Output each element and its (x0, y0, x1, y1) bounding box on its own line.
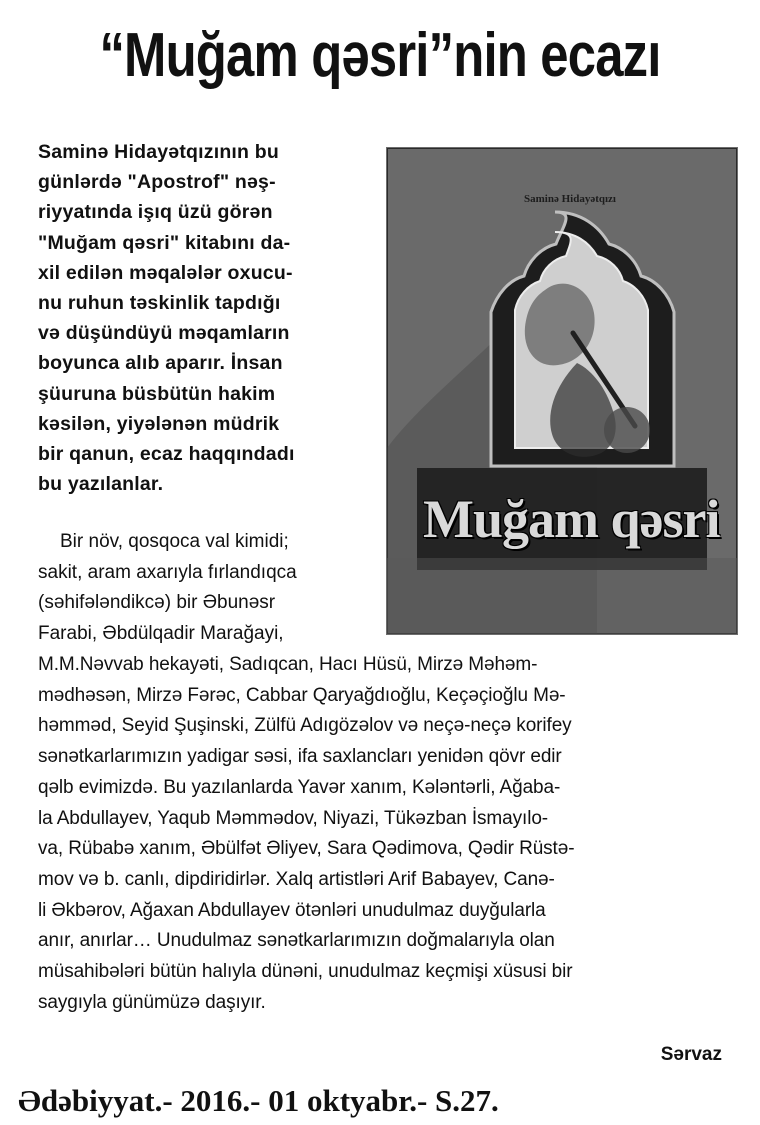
body-line: mov və b. canlı, dipdiridirlər. Xalq artistləri Arif Babayev, Canə- (38, 868, 555, 890)
intro-line: bu yazılanlar. (38, 473, 164, 496)
cover-author-name: Saminə Hidayətqızı (524, 193, 616, 205)
body-line: qəlb evimizdə. Bu yazılanlarda Yavər xanım, Kələntərli, Ağaba- (38, 776, 561, 798)
intro-line: riyyatında işıq üzü görən (38, 201, 273, 224)
intro-line: boyunca alıb aparır. İnsan (38, 352, 283, 375)
body-line: sənətkarlarımızın yadigar səsi, ifa saxlancları yenidən qövr edir (38, 746, 562, 768)
intro-line: nu ruhun təskinlik tapdığı (38, 292, 281, 315)
intro-line: şüuruna büsbütün hakim (38, 382, 276, 405)
body-line: Farabi, Əbdülqadir Marağayi, (38, 622, 284, 644)
intro-line: bir qanun, ecaz haqqındadı (38, 443, 295, 466)
body-line: va, Rübabə xanım, Əbülfət Əliyev, Sara Qədimova, Qədir Rüstə- (38, 838, 575, 860)
intro-line: kəsilən, yiyələnən müdrik (38, 412, 280, 435)
body-line: saygıyla günümüzə daşıyır. (38, 991, 266, 1013)
body-line: li Əkbərov, Ağaxan Abdullayev ötənləri unudulmaz duyğularla (38, 899, 546, 921)
article-body-narrow (38, 527, 378, 649)
intro-line: və düşündüyü məqamların (38, 322, 290, 345)
article-title: “Muğam qəsri”nin ecazı (99, 21, 661, 90)
author-signature: Sərvaz (660, 1044, 722, 1065)
article-body-wide (38, 650, 728, 1018)
body-line: (səhifələndikcə) bir Əbunəsr (38, 592, 276, 613)
article-intro (38, 137, 368, 499)
intro-line: Saminə Hidayətqızının bu (38, 141, 279, 163)
cover-title: Muğam qəsri (423, 489, 720, 549)
source-citation: Ədəbiyyat.- 2016.- 01 oktyabr.- S.27. (18, 1083, 499, 1118)
body-line: anır, anırlar… Unudulmaz sənətkarlarımızın doğmalarıyla olan (38, 930, 555, 952)
body-line: la Abdullayev, Yaqub Məmmədov, Niyazi, Tükəzban İsmayılo- (38, 807, 549, 829)
body-line: həmməd, Seyid Şuşinski, Zülfü Adıgözəlov və neçə-neçə korifey (38, 715, 572, 737)
body-line: müsahibələri bütün halıyla dünəni, unudulmaz keçmişi xüsusi bir (38, 961, 573, 983)
body-line: Bir növ, qosqoca val kimidi; (60, 531, 289, 552)
book-cover-image (386, 147, 738, 635)
instrument-bowl (604, 407, 650, 453)
body-line: mədhəsən, Mirzə Fərəc, Cabbar Qaryağdıoğlu, Keçəçioğlu Mə- (38, 684, 566, 706)
intro-line: günlərdə "Apostrof" nəş- (38, 171, 276, 194)
body-line: sakit, aram axarıyla fırlandıqca (38, 561, 297, 583)
intro-line: "Muğam qəsri" kitabını da- (38, 231, 291, 254)
body-line: M.M.Nəvvab hekayəti, Sadıqcan, Hacı Hüsü, Mirzə Məhəm- (38, 654, 538, 675)
cover-bottom-shadow (387, 558, 737, 634)
book-cover-art (387, 148, 737, 634)
intro-line: xil edilən məqalələr oxucu- (38, 261, 293, 284)
